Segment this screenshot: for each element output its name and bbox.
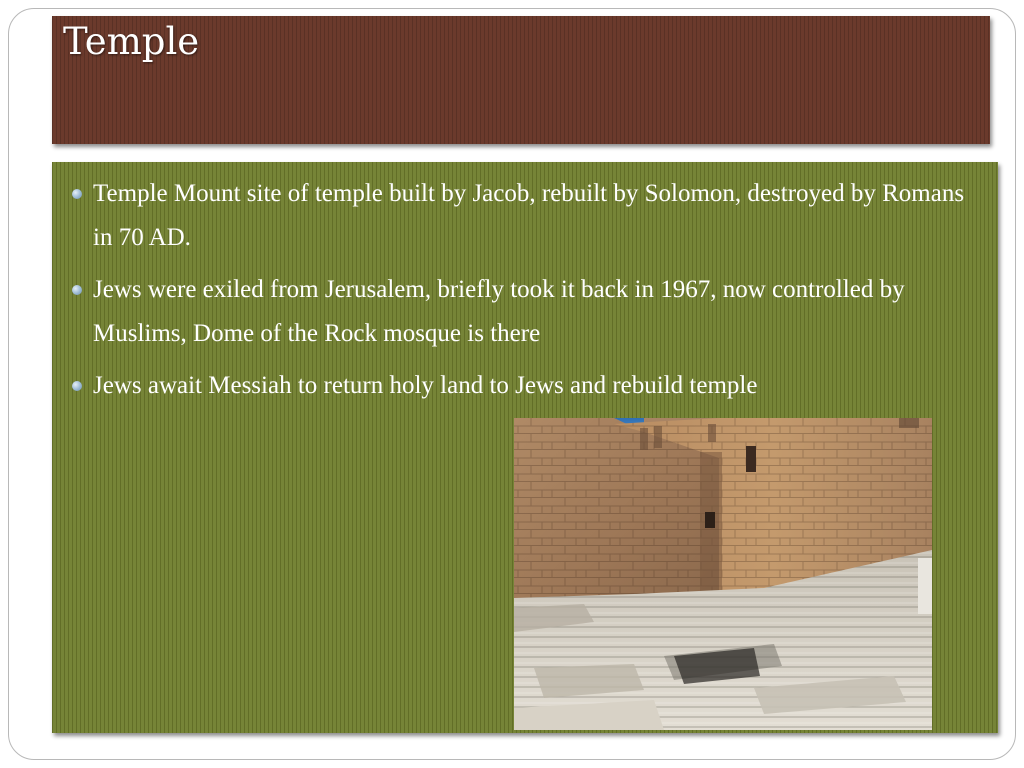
bullet-dot-icon	[72, 285, 82, 295]
bullet-text: Temple Mount site of temple built by Jacob, rebuilt by Solomon, destroyed by Romans in 70 AD.	[93, 180, 965, 251]
bullet-item	[72, 172, 977, 260]
bullet-item	[72, 268, 977, 356]
bullet-dot-icon	[72, 381, 82, 391]
title-bar	[52, 16, 990, 144]
bullet-text: Jews await Messiah to return holy land to Jews and rebuild temple	[93, 372, 758, 399]
bullet-text: Jews were exiled from Jerusalem, briefly took it back in 1967, now controlled by Muslims, Dome of the Rock mosque is there	[93, 276, 905, 347]
content-panel	[52, 162, 998, 733]
temple-mount-stones-photo	[514, 418, 932, 730]
bullet-list	[72, 172, 977, 416]
bullet-dot-icon	[72, 189, 82, 199]
slide-title: Temple	[63, 20, 200, 63]
bullet-item	[72, 364, 977, 408]
